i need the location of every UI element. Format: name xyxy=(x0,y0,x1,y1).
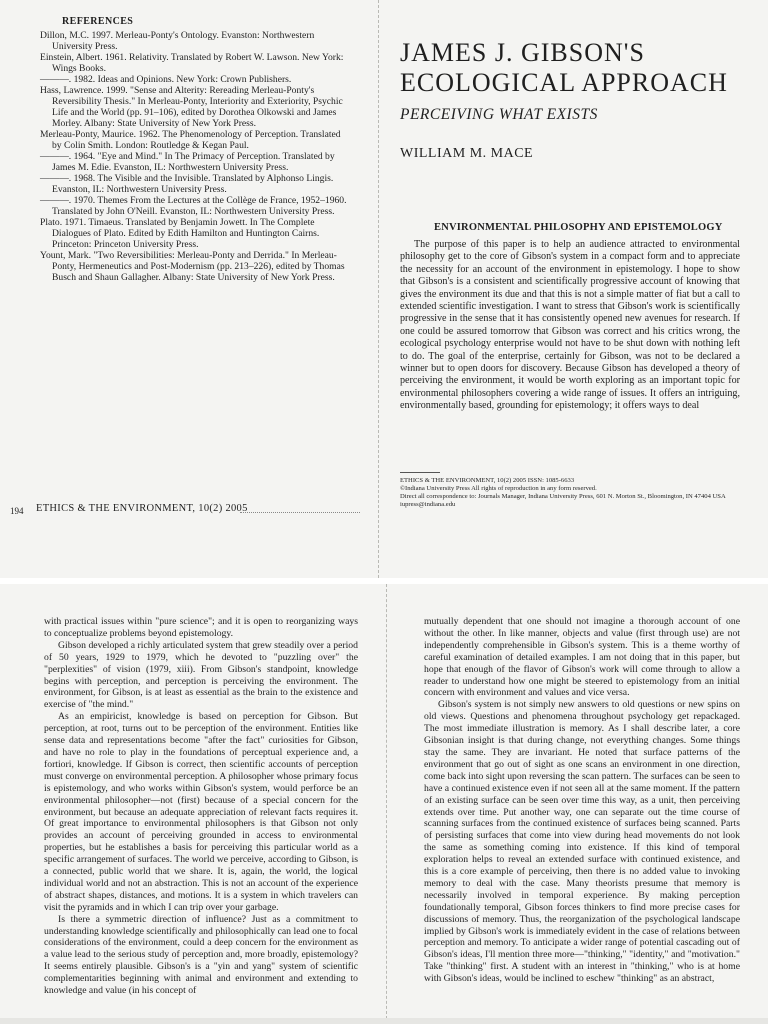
reference-entry: ———. 1964. "Eye and Mind." In The Primacy of Perception. Translated by James M. Edie. Evanston, IL: Northwestern University Press. xyxy=(40,151,335,173)
reference-entry: Plato. 1971. Timaeus. Translated by Benjamin Jowett. In The Complete Dialogues of Plato. Edited by Edith Hamilton and Huntington Cairns. Princeton: Princeton University Press. xyxy=(40,217,320,250)
article-author: WILLIAM M. MACE xyxy=(400,146,534,161)
references-section xyxy=(40,16,352,283)
running-head-rule xyxy=(240,512,360,513)
lower-right-page-text xyxy=(424,616,740,985)
page-bottom-edge xyxy=(0,1018,768,1024)
body-paragraph: Gibson's system is not simply new answers to old questions or new spins on old views. Questions and phenomena throughout psychology get repackaged. The most immediate illustration is memory. As I shall describe later, a core Gibsonian insight is that during change, not everything changes. Some things stay the same. They are invariant. He noted that surface patterns of the environment that go out of sight as one scans an environment in one direction, come back into sight upon reversing the scan pattern. The surfaces can be seen to have a continued existence even if not seen all at the same moment. If the pattern of an existing surface can be seen over time this way, as a unit, then perceiving extends over time. Put another way, one can separate out the time course of scanning surfaces from the continued existence of surfaces being scanned. Parts of persisting surfaces that come into view during head movements do not look the same as something coming into existence. If this kind of temporal exploration helps to reveal an extended surface with continued existence, and this is a core example of perceiving, then there is no added value to invoking memory to deal with the case. Many theorists presume that memory is necessarily involved in temporal experience. By making perception foundationally temporal, Gibson forces thinkers to find more precise cases for discussions of memory. Thus, the reorganization of the psychological landscape implied by Gibson's work is immediately evident in the case of relations between perception and memory. To anticipate a wider range of potential cascading out of Gibson's ideas, I'll mention three more—"thinking," "identity," and "motivation." Take "thinking" first. A student with an interest in "thinking," who is at home with Gibson's ideas, would be inclined to eschew "thinking" as an abstract, xyxy=(424,699,740,985)
article-title-line: JAMES J. GIBSON'S xyxy=(400,38,645,67)
article-title xyxy=(400,38,740,98)
reference-entry: ———. 1982. Ideas and Opinions. New York: Crown Publishers. xyxy=(40,74,292,85)
reference-entry: Hass, Lawrence. 1999. "Sense and Alterity: Rereading Merleau-Ponty's Reversibility Thesis." In Merleau-Ponty, Interiority and Exteriority, Psychic Life and the World (pp. 91–106), edited by Dorothea Olkowski and James Morley. Albany: State University of New York Press. xyxy=(40,85,343,129)
running-head: ETHICS & THE ENVIRONMENT, 10(2) 2005 xyxy=(36,503,248,514)
lower-left-page-text xyxy=(44,616,358,997)
page-gutter xyxy=(386,584,387,1024)
page-number: 194 xyxy=(10,506,24,516)
body-paragraph: Is there a symmetric direction of influence? Just as a commitment to understanding knowledge scientifically and philosophically can lead one to focal considerations of the environment, could a deep concern for the environment as a value lead to the serious study of perception and, more broadly, epistemology? It seems entirely plausible. Gibson's is a "yin and yang" system of scientific complementarities beginning with animal and environment and extending to knowledge and value (in his concept of xyxy=(44,913,358,997)
reference-entry: ———. 1968. The Visible and the Invisible. Translated by Alphonso Lingis. Evanston, IL: Northwestern University Press. xyxy=(40,173,334,195)
reference-entry: Merleau-Ponty, Maurice. 1962. The Phenomenology of Perception. Translated by Colin Smith. London: Routledge & Kegan Paul. xyxy=(40,129,341,151)
article-subtitle: PERCEIVING WHAT EXISTS xyxy=(400,106,598,123)
publication-footnote xyxy=(400,472,730,509)
reference-entry: Dillon, M.C. 1997. Merleau-Ponty's Ontology. Evanston: Northwestern University Press. xyxy=(40,30,315,52)
body-paragraph: The purpose of this paper is to help an audience attracted to environmental philosophy get to the core of Gibson's system in a compact form and to appreciate the necessity for an account of the environment in epistemology. I hope to show that Gibson's is a consistent and scientifically progressive account of knowing that gives the environment its due and that this is not a simple matter of fiat but a call to extended scientific investigation. I want to stress that Gibson's work is scientifically progressive in the sense that it has consistently opened new avenues for research. If one could be assured tomorrow that Gibson was correct and his critics wrong, the ecological psychology enterprise would not have to be shut down with nothing left to do. The goal of the enterprise, certainly for Gibson, was not to be declared a winner but to open doors for discovery. Because Gibson has developed a theory of perceiving the environment, it would be worth exploring as an important topic for environmental philosophers covering a wide range of issues. It offers an intriguing, environmentally based, grounding for epistemology; it offers ways to deal xyxy=(400,239,740,412)
article-opening xyxy=(400,38,740,413)
references-heading: REFERENCES xyxy=(62,16,134,27)
footnote-line: ETHICS & THE ENVIRONMENT, 10(2) 2005 ISSN: 1085-6633 xyxy=(400,477,575,484)
reference-entry: Yount, Mark. "Two Reversibilities: Merleau-Ponty and Derrida." In Merleau-Ponty, Hermeneutics and Post-Modernism (pp. 213–226), edited by Thomas Busch and Shaun Gallagher. Albany: State University of New York Press. xyxy=(40,250,345,283)
footnote-line: ©Indiana University Press All rights of reproduction in any form reserved. xyxy=(400,485,597,492)
footnote-line: Direct all correspondence to: Journals Manager, Indiana University Press, 601 N. Morton St., Bloomington, IN 47404 USA iupress@indiana.edu xyxy=(400,493,726,508)
body-paragraph: mutually dependent that one should not imagine a thorough account of one without the other. In like manner, objects and value (first through use) are not independently comprehensible in Gibson's system. This is a theme worthy of careful examination of detailed examples. I am not doing that in this paper, but hope that enough of the flavor of Gibson's work will come through to allow a reader to understand how one might be steered to epistemology from an initial concern with environment and values and vice versa. xyxy=(424,616,740,699)
page-gutter xyxy=(378,0,379,578)
body-paragraph: with practical issues within "pure science"; and it is open to reorganizing ways to conceptualize problems beyond epistemology. xyxy=(44,616,358,639)
lower-page-spread xyxy=(0,584,768,1024)
footnote-rule xyxy=(400,472,440,473)
article-title-line: ECOLOGICAL APPROACH xyxy=(400,68,728,97)
reference-entry: Einstein, Albert. 1961. Relativity. Translated by Robert W. Lawson. New York: Wings Books. xyxy=(40,52,344,74)
section-heading: ENVIRONMENTAL PHILOSOPHY AND EPISTEMOLOGY xyxy=(434,222,723,233)
body-paragraph: Gibson developed a richly articulated system that grew steadily over a period of 50 years, 1929 to 1979, which he devoted to "puzzling over" the "perplexities" of vision (1979, xiii). From Gibson's standpoint, knowledge begins with perception, and perception is perceiving the environment. The environment, for Gibson, is at least as essential as the brain to the existence and exercise of "the mind." xyxy=(44,639,358,711)
reference-entry: ———. 1970. Themes From the Lectures at the Collège de France, 1952–1960. Translated by John O'Neill. Evanston, IL: Northwestern University Press. xyxy=(40,195,347,217)
body-paragraph: As an empiricist, knowledge is based on perception for Gibson. But perception, at root, turns out to be perception of the environment. Entities like sense data and representations become "after the fact" curiosities for Gibson, and have no role to play in the foundations of perceptual experience and, a fortiori, knowledge. If Gibson is correct, then scientific accounts of perception must converge on environmental perception. A philosopher whose primary focus is epistemology, and who works within Gibson's system, would perforce be an environmental philosopher—not (first) because of a special concern for the environment, but because an adequate appreciation of relevant facts requires it. Of great importance to environmental philosophers is that Gibson not only provides an account of perceiving grounded in access to environmental properties, but he establishes a basis for perceiving this particular world as a specific arrangement of surfaces. The world we perceive, according to Gibson, is a connected, public world that we share. It is, again, the world, the logical individual world and not an abstraction. This is not an account of the experience of abstract shapes, distances, and motions. It is a system in which travelers can visit the pyramids and in which I can trip over your garbage. xyxy=(44,711,359,913)
